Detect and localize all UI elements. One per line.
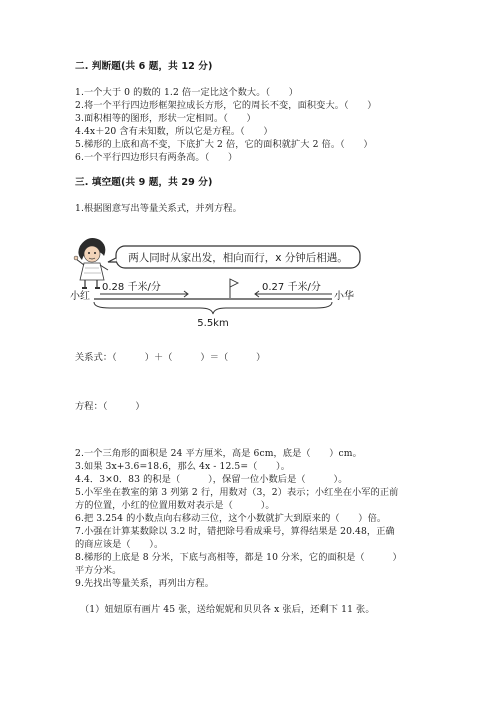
section-3-heading: 三. 填空题(共 9 题，共 29 分) xyxy=(75,177,213,188)
judge-item-3: 3.面积相等的图形，形状一定相同。（ ） xyxy=(75,113,256,124)
fill-question-9: 9.先找出等量关系，再列出方程。 xyxy=(75,578,214,589)
left-person-name: 小红 xyxy=(70,291,90,302)
fill-question-8-line-1: 8.梯形的上底是 8 分米，下底与高相等，都是 10 分米，它的面积是（ ） xyxy=(75,552,402,563)
left-speed: 0.28 千米/分 xyxy=(102,282,161,293)
relation-line: 关系式：（ ）＋（ ）＝（ ） xyxy=(75,352,266,363)
judge-item-5: 5.梯形的上底和高不变，下底扩大 2 倍，它的面积就扩大 2 倍。（ ） xyxy=(75,139,373,150)
fill-question-9-sub-1: （1）妞妞原有画片 45 张，送给妮妮和贝贝各 x 张后，还剩下 11 张。 xyxy=(80,604,375,615)
distance-brace xyxy=(94,302,332,314)
fill-question-6: 6.把 3.254 的小数点向右移动三位，这个小数就扩大到原来的（ ）倍。 xyxy=(75,513,387,524)
section-2-heading: 二. 判断题(共 6 题，共 12 分) xyxy=(75,61,213,72)
distance-label: 5.5km xyxy=(197,318,229,329)
judge-item-2: 2.将一个平行四边形框架拉成长方形，它的周长不变，面积变大。（ ） xyxy=(75,100,377,111)
fill-question-5-line-2: 方的位置，小红的位置用数对表示是（ ）。 xyxy=(75,500,275,511)
equation-line: 方程：（ ） xyxy=(75,401,145,412)
fill-question-7-line-2: 的商应该是（ ）。 xyxy=(75,539,164,550)
judge-item-4: 4.4x＋20 含有未知数，所以它是方程。（ ） xyxy=(75,126,273,137)
fill-question-4: 4.4．3×0．83 的积是（ ），保留一位小数后是（ ）。 xyxy=(75,474,348,485)
meeting-problem-figure xyxy=(70,232,370,332)
fill-question-2: 2.一个三角形的面积是 24 平方厘米，高是 6cm，底是（ ）cm。 xyxy=(75,448,362,459)
fill-question-1: 1.根据图意写出等量关系式，并列方程。 xyxy=(75,203,242,214)
fill-question-5-line-1: 5.小军坐在教室的第 3 列第 2 行，用数对（3，2）表示；小红坐在小军的正前 xyxy=(75,487,399,498)
judge-item-6: 6.一个平行四边形只有两条高。（ ） xyxy=(75,152,238,163)
right-speed: 0.27 千米/分 xyxy=(262,282,321,293)
fill-question-7-line-1: 7.小强在计算某数除以 3.2 时，错把除号看成乘号，算得结果是 20.48，正确 xyxy=(75,526,395,537)
judge-item-1: 1.一个大于 0 的数的 1.2 倍一定比这个数大。（ ） xyxy=(75,87,299,98)
fill-question-8-line-2: 平方分米。 xyxy=(75,565,122,576)
meeting-flag xyxy=(230,279,238,298)
fill-question-3: 3.如果 3x+3.6=18.6，那么 4x - 12.5=（ ）。 xyxy=(75,461,290,472)
girl-illustration xyxy=(74,238,108,288)
speech-text: 两人同时从家出发，相向而行，x 分钟后相遇。 xyxy=(128,252,348,264)
right-person-name: 小华 xyxy=(334,291,354,302)
